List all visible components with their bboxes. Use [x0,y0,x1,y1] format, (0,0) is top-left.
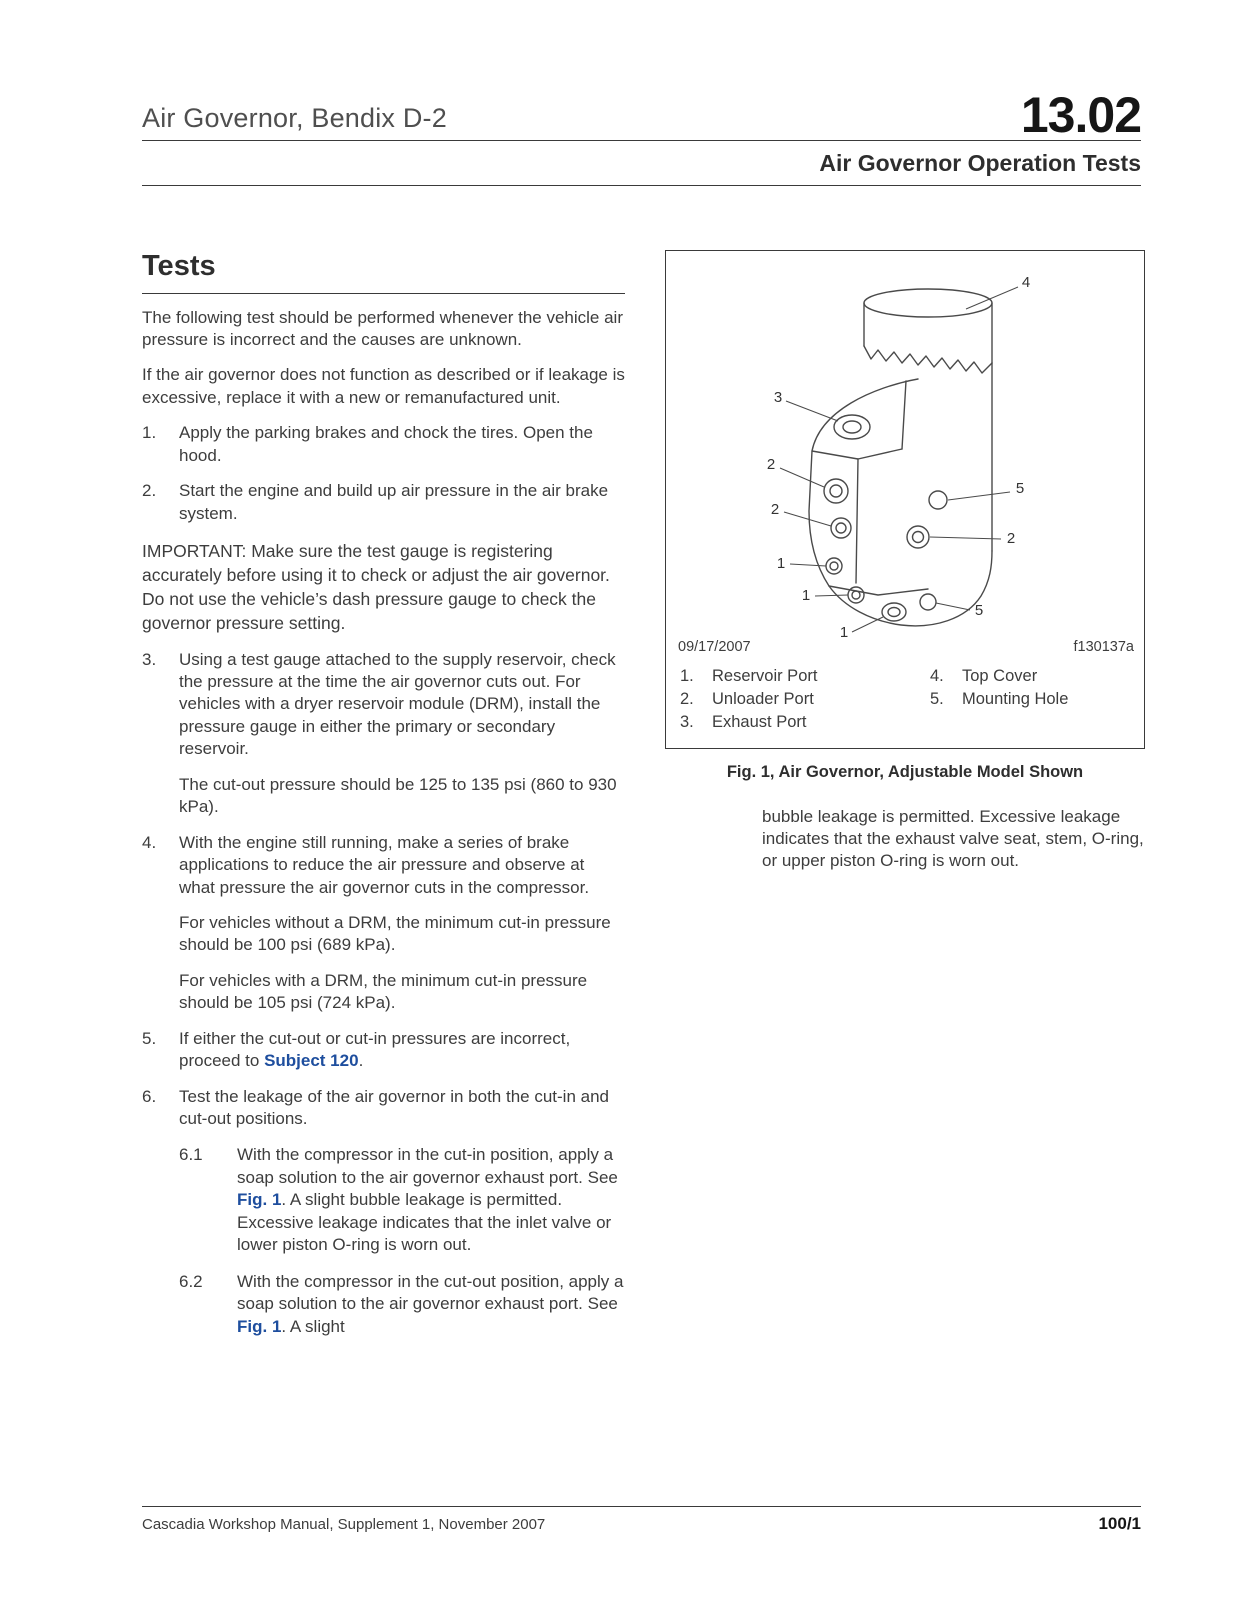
step-6 [142,1086,625,1338]
callout-mounting-hole: 5 [974,601,984,619]
step-text: Apply the parking brakes and chock the tires. Open the hood. [179,423,593,465]
footer-manual-title: Cascadia Workshop Manual, Supplement 1, November 2007 [142,1516,546,1533]
step-text: Test the leakage of the air governor in both the cut-in and cut-out positions. [179,1086,609,1128]
legend-item [680,713,930,732]
figure-code: f130137a [1073,638,1134,655]
step-5 [142,1028,625,1073]
legend-number: 1. [680,666,694,685]
step-text: Using a test gauge attached to the supply reservoir, check the pressure at the time the air governor cuts out. For vehicles with a dryer reservoir module (DRM), install the pressure gauge in either the primary or secondary reservoir. [179,649,616,759]
step-text: Start the engine and build up air pressure in the air brake system. [179,481,609,523]
callout-unloader-port: 2 [766,455,776,473]
step-number: 3. [142,649,157,669]
legend-item [680,667,930,686]
legend-label: Reservoir Port [712,666,818,685]
step-text: With the engine still running, make a series of brake applications to reduce the air pressure and observe at what pressure the air governor cuts in the compressor. [179,832,590,897]
substep-number: 6.2 [179,1271,203,1291]
footer-page-number: 100/1 [1098,1514,1141,1533]
page-subtitle: Air Governor Operation Tests [819,149,1141,176]
callout-unloader-port: 2 [1006,529,1016,547]
callout-mounting-hole: 5 [1015,479,1025,497]
right-column [665,250,1145,1338]
substep-text: . A slight [281,1316,345,1336]
step-1 [142,422,625,467]
left-column [142,250,625,1338]
substep-text: . A slight bubble leakage is permitted. Excessive leakage indicates that the inlet valve or lower piston O-ring is worn out. [237,1190,612,1255]
continuation-paragraph: bubble leakage is permitted. Excessive leakage indicates that the exhaust valve seat, stem, O-ring, or upper piston O-ring is worn out. [762,806,1144,871]
document-title: Air Governor, Bendix D-2 [142,102,447,133]
step-text: . [358,1051,364,1071]
air-governor-drawing [666,251,1142,639]
substep-text: With the compressor in the cut-in position, apply a soap solution to the air governor exhaust port. See [237,1145,618,1187]
substep-6-2 [179,1271,625,1338]
step-4 [142,832,625,1015]
substep-text: With the compressor in the cut-out position, apply a soap solution to the air governor exhaust port. See [237,1271,624,1314]
legend-item [680,690,930,709]
callout-top-cover: 4 [1021,273,1031,291]
figure-date: 09/17/2007 [678,638,751,655]
step-number: 2. [142,481,157,501]
callout-unloader-port: 2 [770,500,780,518]
figure-legend [666,657,1144,748]
step-number: 6. [142,1086,157,1106]
legend-label: Unloader Port [712,689,814,708]
callout-exhaust-port: 3 [773,388,783,406]
fig-1-link[interactable]: Fig. 1 [237,1190,282,1210]
section-number: 13.02 [1020,87,1141,143]
fig-1-link[interactable]: Fig. 1 [237,1316,282,1336]
legend-number: 5. [930,689,944,708]
intro-paragraph-2: If the air governor does not function as described or if leakage is excessive, replace it with a new or remanufactured unit. [142,365,625,407]
legend-number: 2. [680,689,694,708]
legend-label: Top Cover [962,666,1038,685]
step-number: 1. [142,423,157,443]
legend-item [930,667,1068,686]
legend-number: 3. [680,712,694,731]
content-columns [142,249,1144,1338]
step-number: 5. [142,1028,157,1048]
section-title: Tests [142,250,625,294]
header-rule [142,140,1141,141]
callout-reservoir-port: 1 [801,586,811,604]
subject-120-link[interactable]: Subject 120 [264,1051,359,1071]
callout-reservoir-port: 1 [839,623,849,639]
page-header [142,87,1141,143]
step-subparagraph: The cut-out pressure should be 125 to 135 psi (860 to 930 kPa). [179,774,617,817]
figure-box [665,250,1145,749]
step-number: 4. [142,832,157,852]
legend-number: 4. [930,666,944,685]
callout-reservoir-port: 1 [776,554,786,572]
step-subparagraph: For vehicles without a DRM, the minimum cut-in pressure should be 100 psi (689 kPa). [179,912,611,955]
page-footer [142,1506,1141,1534]
legend-label: Mounting Hole [962,689,1069,708]
figure-meta [666,639,1144,657]
step-2 [142,480,625,525]
important-note: IMPORTANT: Make sure the test gauge is registering accurately before using it to check or adjust the air governor. Do not use the vehicle’s dash pressure gauge to check the governor pressure setting. [142,541,610,634]
figure-caption: Fig. 1, Air Governor, Adjustable Model Shown [726,762,1084,781]
legend-label: Exhaust Port [712,712,807,731]
step-text: If either the cut-out or cut-in pressures are incorrect, proceed to [179,1028,571,1071]
intro-paragraph-1: The following test should be performed whenever the vehicle air pressure is incorrect and the causes are unknown. [142,307,623,349]
step-3 [142,649,625,819]
step-subparagraph: For vehicles with a DRM, the minimum cut-in pressure should be 105 psi (724 kPa). [179,970,588,1013]
substep-6-1 [179,1144,625,1256]
substep-number: 6.1 [179,1145,203,1165]
legend-item [930,690,1068,709]
subtitle-rule [142,185,1141,186]
